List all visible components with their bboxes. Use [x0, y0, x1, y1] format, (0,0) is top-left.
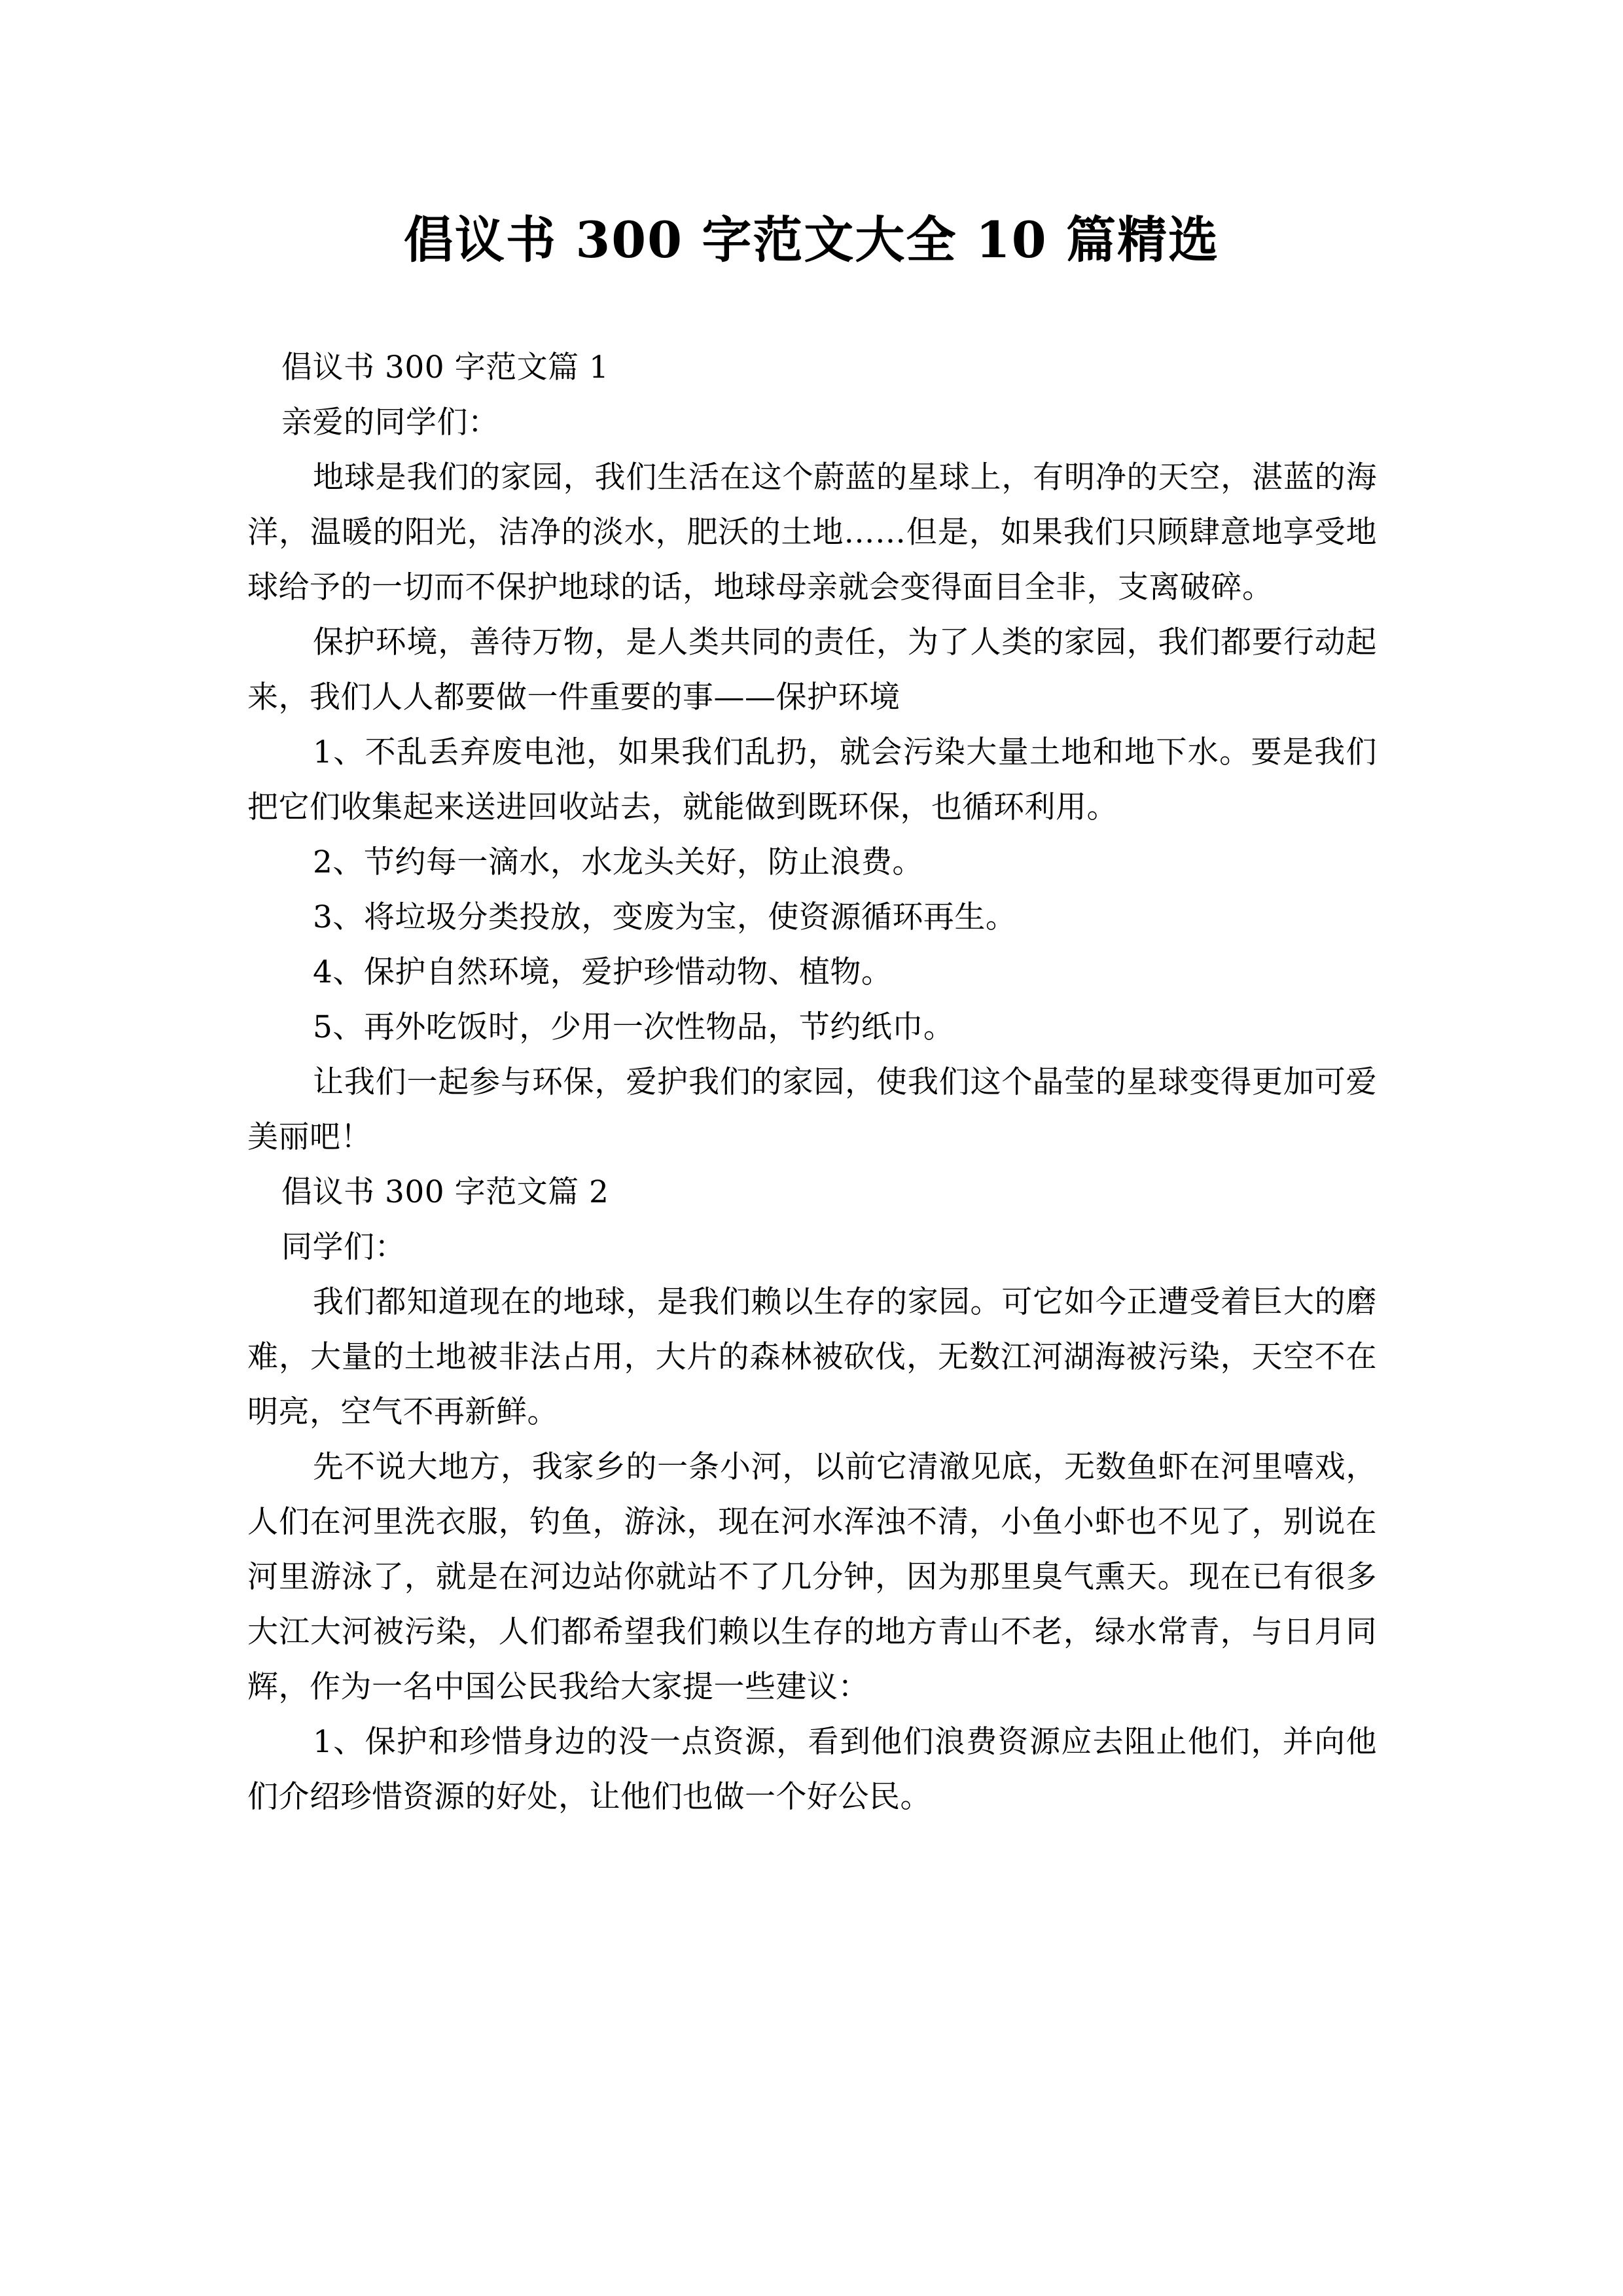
essay-section-1: [247, 340, 1377, 1165]
section-closing-1: 让我们一起参与环保，爱护我们的家园，使我们这个晶莹的星球变得更加可爱美丽吧！: [247, 1064, 1377, 1155]
section-heading-1: 倡议书 300 字范文篇 1: [281, 350, 609, 386]
list-item: 3、将垃圾分类投放，变废为宝，使资源循环再生。: [313, 899, 1017, 935]
document-body: [247, 340, 1377, 1825]
list-item: 2、节约每一滴水，水龙头关好，防止浪费。: [313, 844, 923, 880]
list-item: 1、不乱丢弃废电池，如果我们乱扔，就会污染大量土地和地下水。要是我们把它们收集起来送进回收站去，就能做到既环保，也循环利用。: [247, 734, 1377, 825]
section-salutation-1: 亲爱的同学们：: [281, 404, 499, 440]
section-salutation-2: 同学们：: [281, 1229, 406, 1265]
section-paragraph-1-1: 地球是我们的家园，我们生活在这个蔚蓝的星球上，有明净的天空，湛蓝的海洋，温暖的阳光，洁净的淡水，肥沃的土地……但是，如果我们只顾肆意地享受地球给予的一切而不保护地球的话，地球母亲就会变得面目全非，支离破碎。: [247, 459, 1377, 605]
section-heading-2: 倡议书 300 字范文篇 2: [281, 1174, 609, 1210]
list-item: 5、再外吃饭时，少用一次性物品，节约纸巾。: [313, 1009, 955, 1045]
essay-section-2: [247, 1165, 1377, 1825]
page-title: 倡议书 300 字范文大全 10 篇精选: [403, 210, 1220, 269]
section-paragraph-1-2: 保护环境，善待万物，是人类共同的责任，为了人类的家园，我们都要行动起来，我们人人都要做一件重要的事——保护环境: [247, 624, 1377, 715]
list-item: 1、保护和珍惜身边的没一点资源，看到他们浪费资源应去阻止他们，并向他们介绍珍惜资源的好处，让他们也做一个好公民。: [247, 1724, 1377, 1815]
section-paragraph-2-1: 我们都知道现在的地球，是我们赖以生存的家园。可它如今正遭受着巨大的磨难，大量的土地被非法占用，大片的森林被砍伐，无数江河湖海被污染，天空不在明亮，空气不再新鲜。: [247, 1284, 1377, 1430]
list-item: 4、保护自然环境，爱护珍惜动物、植物。: [313, 954, 893, 990]
section-paragraph-2-2: 先不说大地方，我家乡的一条小河，以前它清澈见底，无数鱼虾在河里嘻戏，人们在河里洗衣服，钓鱼，游泳，现在河水浑浊不清，小鱼小虾也不见了，别说在河里游泳了，就是在河边站你就站不了几分钟，因为那里臭气熏天。现在已有很多大江大河被污染，人们都希望我们赖以生存的地方青山不老，绿水常青，与日月同辉，作为一名中国公民我给大家提一些建议：: [247, 1449, 1377, 1705]
